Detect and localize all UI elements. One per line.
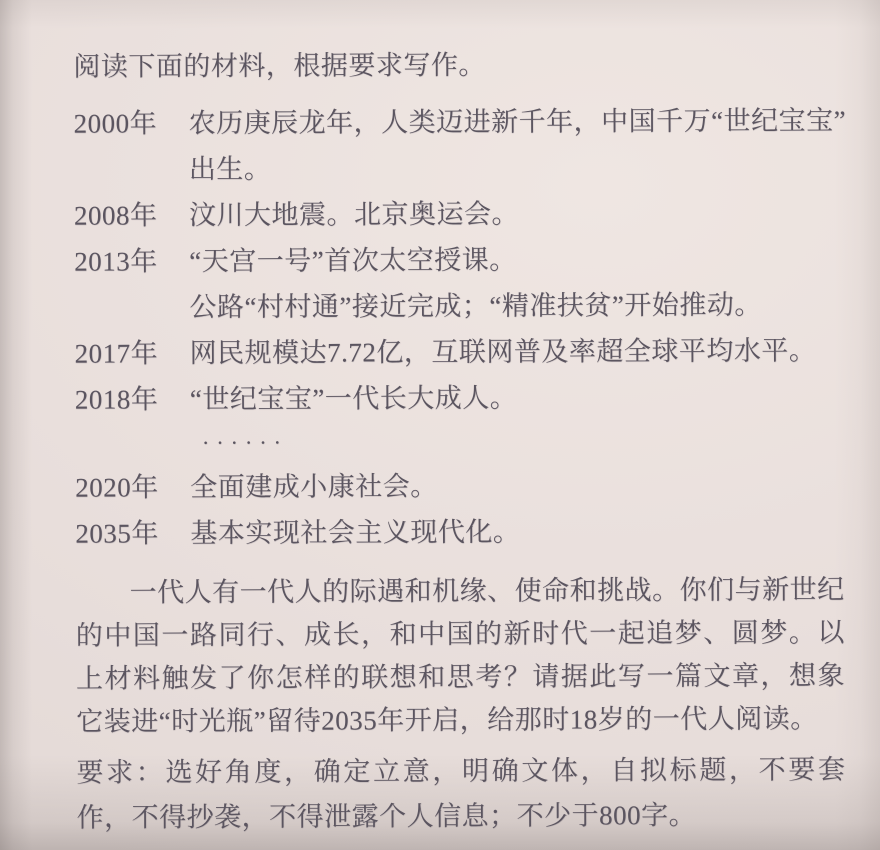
timeline-row: [73, 97, 847, 146]
timeline-row-ellipsis: [75, 419, 844, 464]
timeline-row: [75, 327, 844, 376]
timeline-row: [75, 461, 844, 510]
timeline-text: “世纪宝宝”一代长大成人。: [189, 382, 518, 415]
timeline: [74, 97, 845, 556]
timeline-year: 2017年: [74, 338, 159, 369]
timeline-year: [74, 146, 189, 193]
intro-line: 阅读下面的材料，根据要求写作。: [73, 49, 486, 82]
requirements-paragraph: 要求：选好角度，确定立意，明确文体，自拟标题，不要套作，不得抄袭，不得泄露个人信息；不少于800字。: [76, 754, 846, 833]
timeline-text: 公路“村村通”接近完成；“精准扶贫”开始推动。: [189, 289, 762, 323]
timeline-row: [74, 189, 843, 238]
timeline-row: [74, 235, 843, 284]
timeline-row: [74, 281, 843, 330]
exam-text-block: [73, 46, 845, 840]
timeline-year: 2013年: [74, 246, 158, 277]
prompt-paragraph: 一代人有一代人的际遇和机缘、使命和挑战。你们与新世纪的中国一路同行、成长，和中国的新时代一起追梦、圆梦。以上材料触发了你怎样的联想和思考？请据此写一篇文章，想象它装进“时光瓶”留待2035年开启，给那时18岁的一代人阅读。: [75, 574, 846, 737]
timeline-text: 出生。: [188, 153, 272, 185]
timeline-row: [74, 143, 843, 192]
timeline-row: [75, 373, 844, 422]
timeline-row: [75, 507, 844, 556]
timeline-text: 汶川大地震。北京奥运会。: [188, 198, 520, 231]
timeline-year: 2020年: [75, 472, 159, 503]
timeline-year: 2018年: [74, 384, 159, 415]
timeline-text: 农历庚辰龙年，人类迈进新千年，中国千万“世纪宝宝”: [188, 105, 847, 139]
timeline-year: 2008年: [73, 200, 158, 231]
timeline-text: “天宫一号”首次太空授课。: [189, 244, 517, 277]
timeline-text: 网民规模达7.72亿，互联网普及率超全球平均水平。: [189, 335, 817, 369]
ellipsis-dots: ······: [201, 429, 289, 456]
timeline-year: [74, 284, 189, 331]
timeline-year: 2000年: [73, 108, 158, 139]
timeline-year: [75, 422, 190, 465]
timeline-text: 全面建成小康社会。: [190, 471, 438, 503]
timeline-year: 2035年: [75, 518, 159, 549]
timeline-text: 基本实现社会主义现代化。: [190, 516, 521, 549]
